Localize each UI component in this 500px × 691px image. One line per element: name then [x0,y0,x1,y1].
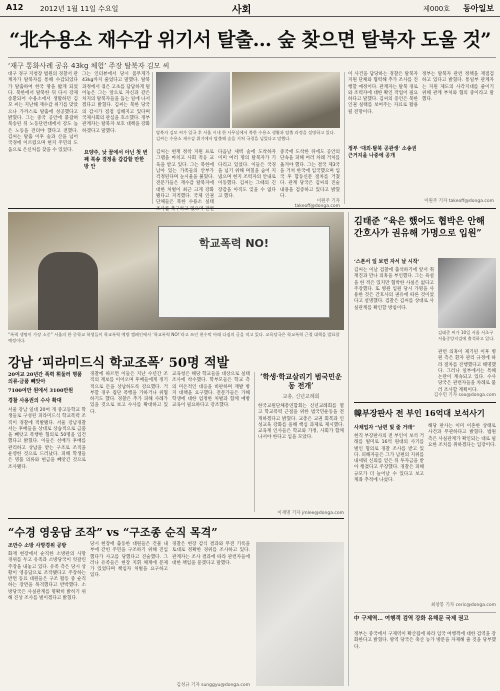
fraud-byline: 최창봉 기자 ceric@donga.com [430,603,496,608]
section-divider [8,208,496,209]
school-violence-photo [8,212,344,330]
bottom-body-col2: 당시 현장에 출동한 대원들은 건물 내부에 갇힌 주민을 구조하기 위해 진입했다가 사고를 당했다고 진술했다. 그러나 유족들은 현장 지휘 체계에 문제가 있었다며 책임자 처벌을 요구하고 있다. [90,542,168,579]
issue-date: 2012년 1월 11일 수요일 [40,5,119,13]
lead-body-col3: 김씨는 현재 정착 지원 프로그램을 마치고 사회 적응 교육을 받고 있다. 그는 북한에 남아 있는 가족들의 안부가 걱정된다며 눈시울을 붉혔다. 전문가들은 재수감 탈북자에 대한 처벌이 최근 크게 강화됐다고 지적했다. 국제 인권단체들은 북한 수용소 실태 조사를 촉구하고 있으며 관련 [156,150,214,212]
interview-body: 김씨는 이날 검찰에 출석하기에 앞서 취재진과 만나 의혹을 부인했다. 그는 욕설을 한 적은 있지만 협박한 사실은 없다고 주장했다. 또 병원 입원 당시 가명을 사용한 것은 간호사의 권유에 따른 것이었다고 설명했다. 검찰은 김씨를 상대로 사실관계를 확인할 방침이다. [354,268,434,311]
school-sidebar-body: 한국교원단체총연합회는 신년교례회를 열고 학교폭력 근절을 위한 범국민운동을 전개하겠다고 밝혔다. 교총은 교권 회복과 인성교육 강화를 올해 핵심 과제로 제시했다. 교육계 인사들은 학교와 가정, 사회가 함께 나서야 한다고 입을 모았다. [258,404,344,441]
person-figure [38,252,98,330]
bottom-headline: “수경 영웅담 조작” vs “구조종 순직 목격” [8,526,218,539]
lead-byline: 이원주 기자 takeoff@donga.com [294,199,340,209]
section-divider [354,612,496,613]
fraud-body2: 해당 판사는 이미 이혼한 상태로 사건과 무관하다고 밝혔다. 법원 측은 사실관계가 확인되는 대로 필요한 조치를 취하겠다는 입장이다. [428,424,496,448]
school-sidebar-title: ‘학생·학교살리기 범국민운동 전개’ [260,372,342,390]
lead-photo-caption: 탈북자 김모 씨가 입국 후 서울 시내 한 사무실에서 북한 수용소 생활과 탈출 과정을 설명하고 있다. 김씨는 수용소 재수감 위기에서 탈출해 숲을 거쳐 국경을 넘었다고 말했다. [156,130,336,141]
lead-subline: ‘재구 통화사례 공유 43kg 체험’ 주장 탈북자 김모 씨 [8,57,496,71]
interview-quote-title: ‘스폰서 일 보면 자서 날 시작’ [354,259,420,265]
bottom-subline: 조만수 소방 사망경위 공방 [8,543,67,549]
right-top-quote: 정부 ‘대외·탈북 공관생’ 소송권 근거지을 나중에 공개 [348,146,417,159]
section-divider [8,518,344,519]
right-top-body: 이 사건을 담당하는 경찰은 탈북자 지원 단체와 협력해 추가 조사를 진행할 예정이다. 관계자는 탈북 경로와 조력자에 대한 확인 작업이 필요하다고 말했다. 김씨의 증언은 북한 인권 실태를 보여주는 자료로 활용될 전망이다. [348,72,418,115]
lead-body-col2: 그는 인터뷰에서 당시 몸무게가 43kg까지 줄었다고 말했다. 탈북 과정에서 겪은 고초를 담담하게 털어놓은 그는 앞으로 자신과 같은 처지의 탈북자들을 돕는 일에 나서겠다고 밝혔다. 김씨는 북한 당국의 감시가 점점 심해지고 있다며 국제사회의 관심을 호소했다. 정부 관계자는 탈북자 보호 대책을 강화하겠다고 말했다. [82,72,150,134]
interview-photo-caption: 김태준 씨가 10일 서울 서초구 서울중앙지검에 출석하고 있다. [438,330,495,341]
bottom-blank-block [256,542,344,686]
fraud-body: 현직 부장판사의 전 부인이 보석 거래를 빌미로 16억 원대의 사기를 벌인 혐의로 경찰 조사를 받고 있다. 피해자들은 그가 남편의 지위를 내세워 신뢰를 얻은 뒤 투자금을 받아 챙겼다고 주장했다. 경찰은 피해 규모가 더 늘어날 수 있다고 보고 계좌 추적에 나섰다. [354,434,424,484]
page-number: A12 [6,3,24,12]
school-sidebar-sub: 교총, 신년교례회 [282,394,320,400]
banner-text: 학교폭력 NO! [199,237,269,250]
school-body-col2: 경찰에 따르면 이들은 지난 수년간 조직의 계보를 이어오며 후배들에게 정기적으로 돈을 상납하도록 강요했다. 거부할 경우 집단 폭행을 가하거나 위협하기도 했다. 경찰은 추가 피해 사례가 있을 것으로 보고 수사를 확대하고 있다. [90,372,168,415]
edition-number: 제000호 [423,5,450,13]
interview-byline: 김수민 기자 soo@donga.com [433,393,496,398]
bottom-body-col3: 경찰은 현장 감식 결과와 무전 기록을 토대로 정확한 경위를 조사하고 있다. 관계자는 조사 결과에 따라 관련자들에 대한 책임을 묻겠다고 말했다. [172,542,250,566]
banner-board [158,226,330,318]
school-sub1: 20여교 20년간 폭력 휘둘러 명품의류·금품 빼앗아 [8,372,83,385]
brief-title: 中 구제역… 여행객 검역 강화 유해문 국제 권고 [354,616,469,622]
lead-body-col5: 중국에 도착한 뒤에도 공안의 단속을 피해 여러 차례 거처를 옮겨야 했다. 그는 결국 제3국을 거쳐 한국에 입국했으며 입국 후 합동신문 절차를 거쳤다. 관계 당국은 김씨의 진술 내용을 검증하고 있다고 밝혔다. [280,150,340,200]
lead-quote-box [84,150,150,171]
section-title: 사회 [232,5,252,16]
school-body-col3: 교육청은 해당 학교들을 대상으로 실태 조사에 착수했다. 학부모들은 학교 측의 미온적인 대응을 비판하며 재발 방지 대책을 요구했다. 전문가들은 가해 학생에 대한 엄정한 처벌과 함께 예방 교육이 필요하다고 강조했다. [172,372,250,409]
column-divider [254,372,255,512]
school-sub3: 경찰 사용권의 수사 확대 [8,398,62,404]
right-top-byline: 이원주 기자 takeoff@donga.com [424,199,494,204]
newspaper-name: 동아일보 [463,4,494,13]
lead-quote-title: 요양주, 낮 꿈에서 아닌 첫 번째 북송 결정을 갑갑할 만한 방 안 [84,150,148,170]
interview-photo [438,258,496,328]
interview-headline: 김태준 “육은 했어도 협박은 안해 간호사가 권유해 가명으로 입원” [354,217,485,239]
brief-body: 정부는 중국에서 구제역이 확산됨에 따라 입국 여행객에 대한 검역을 강화한다고 밝혔다. 방역 당국은 축산 농가 방문을 자제해 줄 것을 당부했다. [354,632,496,650]
school-headline: 강남 ‘피라미드식 학교조폭’ 50명 적발 [8,356,230,371]
lead-body-col1: 대구 경구 지청장 법원의 경찰서 관계자가 탈북자를 통해 수감되었다가 탈출하여 한국 땅을 밟게 되었다. 북한에서 탈북한 뒤 다시 강제 송환되어 수용소에서 생활하던 김모 씨는 지난해 재수감 위기를 맞았으나 가까스로 탈출에 성공했다고 밝혔다. 그는 중국 공안에 붙잡혀 북송된 뒤 노동단련대에서 강도 높은 노동을 견뎌야 했다고 전했다. 김씨는 탈출 이후 숲과 산을 넘어 국경에 이르렀으며 현지 주민의 도움으로 은신처를 찾을 수 있었다. [8,72,78,153]
interview-body2: 관련 의혹이 제기된 이후 병원 측은 환자 관리 규정에 따라 절차를 진행했다고 해명했다. 그러나 일부에서는 특혜 논란이 계속되고 있다. 수사 당국은 관련자들을 차례로 불러 조사할 계획이다. [438,350,496,393]
lead-headline: “北수용소 재수감 위기서 탈출… 숲 찾으면 탈북자 도울 것” [9,29,491,51]
column-divider [348,212,349,686]
right-top-body2: 정부는 탈북자 관련 정책을 재점검하고 있다고 밝혔다. 통일부 관계자는 지원 제도의 사각지대를 줄이기 위해 관계 부처와 협의 중이라고 말했다. [422,72,494,103]
lead-body-col4: 다음날 새벽 숲에 도착하자 이미 여러 명의 탈북자가 기다리고 있었다. 이들은 국경을 넘기 위해 며칠을 숨어 지냈으며 현지 조력자의 안내로 이동했다. 김씨는 그때의 긴장감을 아직도 잊을 수 없다고 했다. [218,150,276,200]
school-body-col1: 서울 강남 일대 20여 개 중고등학교 학생들로 구성된 피라미드식 학교폭력 조직이 경찰에 적발됐다. 서울 강남경찰서는 후배들을 상대로 상습적으로 금품을 빼앗고 폭행한 혐의로 50명을 입건했다고 밝혔다. 이들은 선배가 후배를 관리하고 상납을 받는 구조로 조직을 운영한 것으로 드러났다. 피해 학생들은 명품 의류와 현금을 빼앗긴 것으로 조사됐다. [8,408,86,470]
fraud-quote-title: 사채업자 “남편 빛 줄 거래” [354,425,416,431]
section-divider [354,402,496,403]
school-photo-caption: “폭력 생명이 가장 소중” 서울의 한 중학교 학생들이 학교폭력 예방 캠페인에서 ‘학교폭력 NO!’라고 쓰인 현수막 아래 다짐의 글을 적고 있다. 교육당국은 학교폭력 근절 대책을 발표할 예정이다. [8,332,340,343]
school-sub2: 7100여만 원에서 3100만원 [8,388,74,394]
column-divider [344,72,345,204]
bottom-byline: 김성규 기자 sunggyu@donga.com [176,683,250,688]
fraud-headline: 韓부장판사 전 부인 16억대 보석사기 [354,408,485,418]
school-byline: 이재명 기자 jmlee@donga.com [277,511,344,516]
lead-photo-right [232,72,340,128]
lead-photo-left [156,72,230,128]
bottom-body-col1: 화재 현장에서 순직한 소방관의 사망 경위를 두고 유족과 소방당국이 엇갈린 주장을 내놓고 있다. 유족 측은 당시 상황이 영웅담으로 조작됐다고 주장하는 반면 동료 대원들은 구조 활동 중 순직하는 장면을 목격했다고 반박했다. 소방당국은 사실관계를 명확히 밝히기 위해 진상 조사를 벌이겠다고 밝혔다. [8,552,86,602]
page-header [0,0,500,17]
column-divider [152,72,153,204]
